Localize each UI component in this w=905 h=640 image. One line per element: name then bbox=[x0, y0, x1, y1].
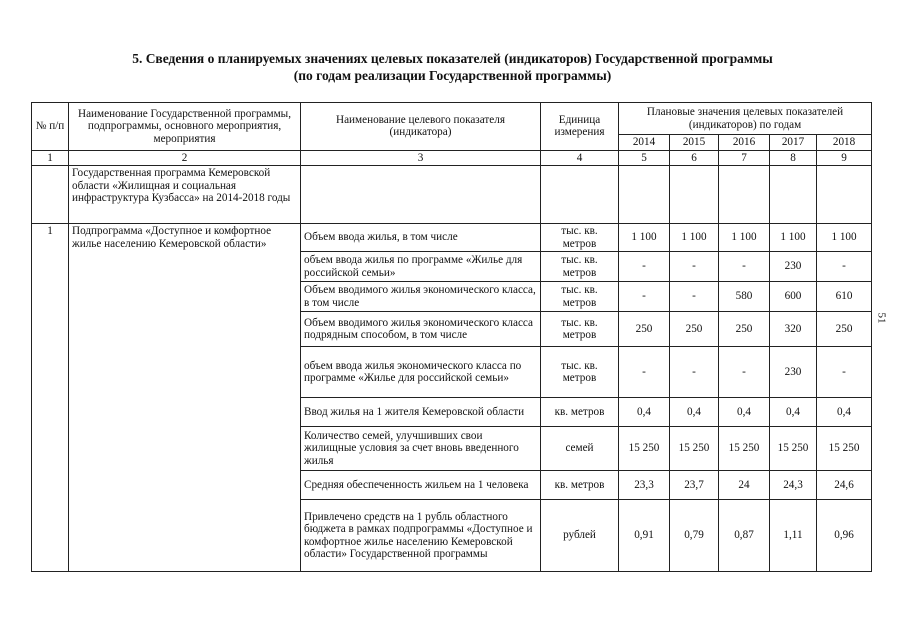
planned-value: - bbox=[719, 252, 770, 282]
planned-value: 250 bbox=[719, 312, 770, 347]
planned-value: 580 bbox=[719, 282, 770, 312]
planned-value: 15 250 bbox=[670, 427, 719, 471]
planned-value: 0,4 bbox=[619, 398, 670, 427]
planned-value: 1,11 bbox=[770, 500, 817, 572]
planned-value: 1 100 bbox=[670, 224, 719, 252]
planned-value: 15 250 bbox=[770, 427, 817, 471]
page-number: 51 bbox=[875, 312, 888, 324]
planned-value: 0,79 bbox=[670, 500, 719, 572]
planned-value: - bbox=[817, 252, 872, 282]
planned-value: - bbox=[719, 347, 770, 398]
indicator-name: объем ввода жилья экономического класса по программе «Жилье для российской семьи» bbox=[301, 347, 541, 398]
header-program: Наименование Государственной программы, подпрограммы, основного мероприятия, мероприятия bbox=[69, 103, 301, 151]
planned-value: 320 bbox=[770, 312, 817, 347]
indicator-unit: тыс. кв. метров bbox=[541, 282, 619, 312]
planned-value: - bbox=[619, 347, 670, 398]
col-number: 1 bbox=[32, 150, 69, 166]
col-number: 8 bbox=[770, 150, 817, 166]
subprogram-name: Подпрограмма «Доступное и комфортное жилье населению Кемеровской области» bbox=[69, 224, 301, 572]
col-number: 2 bbox=[69, 150, 301, 166]
planned-value: 24,6 bbox=[817, 471, 872, 500]
planned-value: 15 250 bbox=[619, 427, 670, 471]
header-year: 2018 bbox=[817, 135, 872, 151]
planned-value: 250 bbox=[619, 312, 670, 347]
column-numbers-row bbox=[32, 150, 872, 166]
col-number: 4 bbox=[541, 150, 619, 166]
indicator-unit: кв. метров bbox=[541, 398, 619, 427]
planned-value: - bbox=[670, 252, 719, 282]
program-num bbox=[32, 166, 69, 224]
empty-cell bbox=[670, 166, 719, 224]
indicator-unit: тыс. кв. метров bbox=[541, 252, 619, 282]
planned-value: - bbox=[619, 282, 670, 312]
planned-value: 0,91 bbox=[619, 500, 670, 572]
col-number: 9 bbox=[817, 150, 872, 166]
col-number: 5 bbox=[619, 150, 670, 166]
planned-value: - bbox=[670, 347, 719, 398]
indicator-unit: тыс. кв. метров bbox=[541, 224, 619, 252]
planned-value: 24 bbox=[719, 471, 770, 500]
planned-value: 610 bbox=[817, 282, 872, 312]
table-row bbox=[32, 224, 872, 252]
planned-value: 23,7 bbox=[670, 471, 719, 500]
planned-value: 1 100 bbox=[619, 224, 670, 252]
header-year: 2017 bbox=[770, 135, 817, 151]
planned-value: 0,4 bbox=[770, 398, 817, 427]
planned-value: 230 bbox=[770, 252, 817, 282]
page-title bbox=[0, 50, 905, 84]
indicator-name: объем ввода жилья по программе «Жилье для российской семьи» bbox=[301, 252, 541, 282]
planned-value: 0,87 bbox=[719, 500, 770, 572]
planned-value: 15 250 bbox=[719, 427, 770, 471]
planned-value: 0,4 bbox=[817, 398, 872, 427]
indicator-name: Объем вводимого жилья экономического класса, в том числе bbox=[301, 282, 541, 312]
indicator-name: Привлечено средств на 1 рубль областного бюджета в рамках подпрограммы «Доступное и комфортное жилье населению Кемеровской области» Государственной программы bbox=[301, 500, 541, 572]
indicator-unit: кв. метров bbox=[541, 471, 619, 500]
header-unit: Единица измерения bbox=[541, 103, 619, 151]
planned-value: 24,3 bbox=[770, 471, 817, 500]
col-number: 6 bbox=[670, 150, 719, 166]
header-year: 2014 bbox=[619, 135, 670, 151]
indicator-name: Объем вводимого жилья экономического класса подрядным способом, в том числе bbox=[301, 312, 541, 347]
subprogram-num: 1 bbox=[32, 224, 69, 572]
planned-value: 1 100 bbox=[817, 224, 872, 252]
planned-value: - bbox=[817, 347, 872, 398]
planned-value: 600 bbox=[770, 282, 817, 312]
indicator-unit: тыс. кв. метров bbox=[541, 312, 619, 347]
indicator-unit: рублей bbox=[541, 500, 619, 572]
planned-value: 0,4 bbox=[670, 398, 719, 427]
header-indicator: Наименование целевого показателя (индикатора) bbox=[301, 103, 541, 151]
header-year: 2015 bbox=[670, 135, 719, 151]
planned-value: 230 bbox=[770, 347, 817, 398]
title-line-1: 5. Сведения о планируемых значениях целевых показателей (индикаторов) Государственной программы bbox=[132, 51, 773, 66]
planned-value: 23,3 bbox=[619, 471, 670, 500]
empty-cell bbox=[719, 166, 770, 224]
program-row bbox=[32, 166, 872, 224]
empty-cell bbox=[619, 166, 670, 224]
empty-cell bbox=[817, 166, 872, 224]
header-year: 2016 bbox=[719, 135, 770, 151]
planned-value: 1 100 bbox=[719, 224, 770, 252]
planned-value: 15 250 bbox=[817, 427, 872, 471]
indicators-table bbox=[31, 102, 872, 572]
program-name: Государственная программа Кемеровской области «Жилищная и социальная инфраструктура Кузбасса» на 2014-2018 годы bbox=[69, 166, 301, 224]
indicator-unit: тыс. кв. метров bbox=[541, 347, 619, 398]
col-number: 3 bbox=[301, 150, 541, 166]
planned-value: 1 100 bbox=[770, 224, 817, 252]
planned-value: - bbox=[619, 252, 670, 282]
header-num: № п/п bbox=[32, 103, 69, 151]
planned-value: 0,4 bbox=[719, 398, 770, 427]
indicator-name: Ввод жилья на 1 жителя Кемеровской области bbox=[301, 398, 541, 427]
empty-cell bbox=[301, 166, 541, 224]
col-number: 7 bbox=[719, 150, 770, 166]
planned-value: 250 bbox=[670, 312, 719, 347]
indicator-name: Количество семей, улучшивших свои жилищные условия за счет вновь введенного жилья bbox=[301, 427, 541, 471]
header-planned: Плановые значения целевых показателей (индикаторов) по годам bbox=[619, 103, 872, 135]
empty-cell bbox=[541, 166, 619, 224]
planned-value: 250 bbox=[817, 312, 872, 347]
planned-value: - bbox=[670, 282, 719, 312]
planned-value: 0,96 bbox=[817, 500, 872, 572]
indicator-unit: семей bbox=[541, 427, 619, 471]
indicator-name: Объем ввода жилья, в том числе bbox=[301, 224, 541, 252]
title-line-2: (по годам реализации Государственной программы) bbox=[293, 68, 612, 83]
empty-cell bbox=[770, 166, 817, 224]
indicator-name: Средняя обеспеченность жильем на 1 человека bbox=[301, 471, 541, 500]
header-row bbox=[32, 103, 872, 135]
